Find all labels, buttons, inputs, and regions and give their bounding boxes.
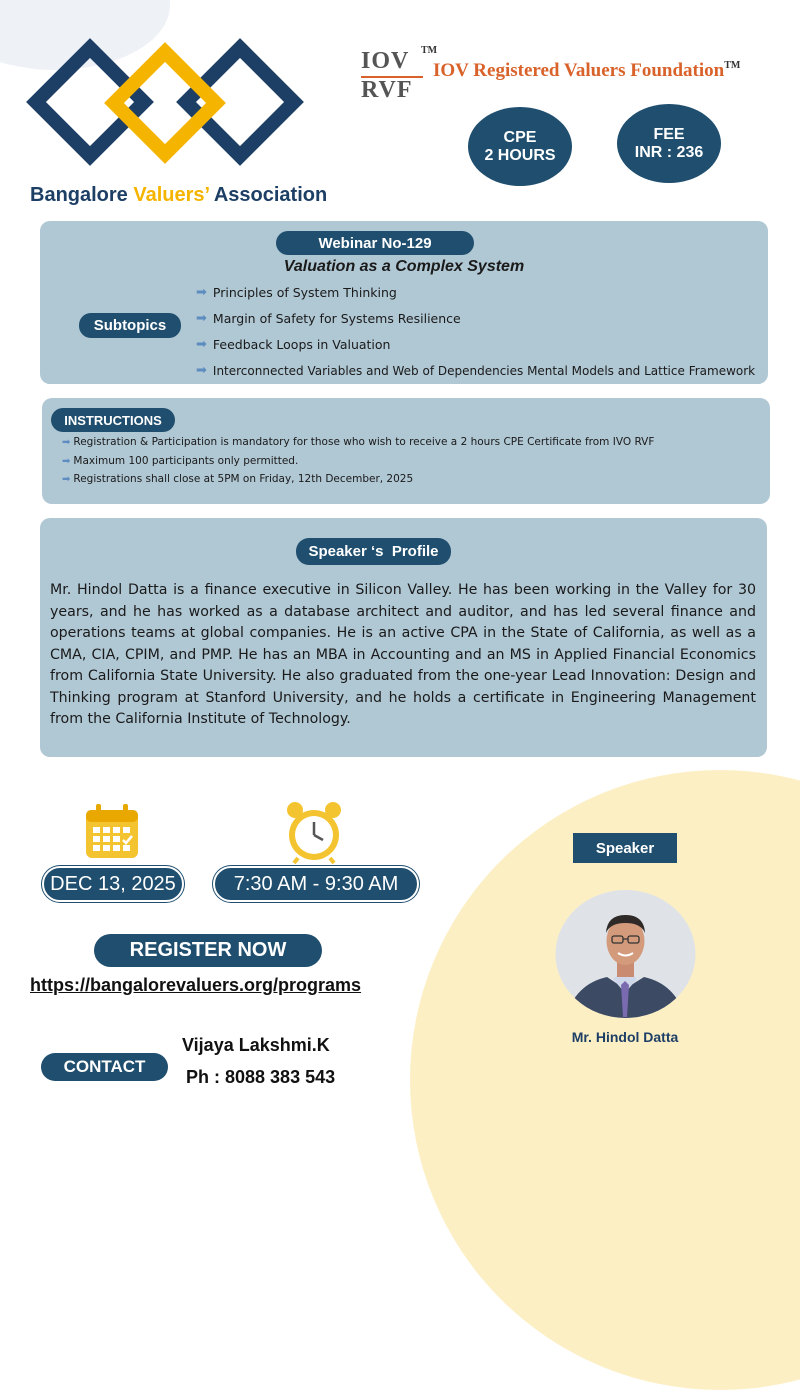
register-now-button[interactable]: REGISTER NOW: [94, 934, 322, 967]
instruction-text: Maximum 100 participants only permitted.: [73, 455, 299, 467]
event-time: 7:30 AM - 9:30 AM: [213, 866, 419, 902]
iov-rvf-logo: [361, 45, 438, 104]
association-logo: [20, 30, 320, 180]
trademark-mark-2: TM: [724, 60, 741, 71]
alarm-clock-icon: [283, 800, 345, 864]
subtopic-item: [196, 337, 390, 352]
association-name-part2: Valuers’: [133, 184, 209, 206]
arrow-icon: ➡: [196, 311, 207, 326]
speaker-bio: Mr. Hindol Datta is a finance executive in Silicon Valley. He has been working in the Valley for 30 years, and he has worked as a database architect and auditor, and has led several finance and operations teams at global companies. He is an active CPA in the State of California, as well as a CMA, CIA, CPIM, and PMP. He has an MBA in Accounting and an MS in Applied Financial Economics from California State University. He also graduated from the one-year Lead Innovation: Design and Thinking program at Stanford University, and he holds a certificate in Engineering Management from the California Institute of Technology.: [50, 582, 756, 727]
subtopic-text: Margin of Safety for Systems Resilience: [212, 311, 461, 326]
cpe-label: CPE: [503, 128, 537, 146]
subtopic-item: [196, 311, 461, 326]
webinar-title: Valuation as a Complex System: [283, 258, 525, 275]
foundation-title-text: IOV Registered Valuers Foundation: [433, 60, 725, 81]
speaker-name: Mr. Hindol Datta: [571, 1029, 679, 1045]
contact-label: CONTACT: [41, 1053, 168, 1081]
instructions-label: INSTRUCTIONS: [51, 408, 175, 432]
subtopic-text: Principles of System Thinking: [212, 285, 397, 300]
subtopic-item: [196, 363, 755, 378]
instruction-item: [62, 455, 298, 467]
subtopic-item: [196, 285, 397, 300]
arrow-icon: ➡: [196, 363, 207, 378]
trademark-mark: TM: [421, 45, 438, 56]
contact-name: Vijaya Lakshmi.K: [182, 1035, 330, 1055]
webinar-number: Webinar No-129: [276, 231, 474, 255]
association-name: [30, 184, 327, 207]
contact-phone[interactable]: Ph : 8088 383 543: [186, 1067, 336, 1087]
speaker-label: Speaker: [573, 833, 677, 863]
arrow-icon: ➡: [62, 473, 71, 485]
speaker-photo: [555, 889, 696, 1019]
calendar-icon: [82, 802, 142, 862]
fee-label: FEE: [653, 125, 685, 143]
instruction-item: [62, 473, 413, 485]
iov-logo-bottom: RVF: [361, 77, 413, 103]
association-name-part1: Bangalore: [30, 184, 128, 206]
background-circle: [410, 770, 800, 1390]
arrow-icon: ➡: [196, 337, 207, 352]
cpe-badge: [468, 107, 572, 186]
cpe-value: 2 HOURS: [484, 146, 556, 164]
fee-badge: [617, 104, 721, 183]
fee-value: INR : 236: [634, 143, 704, 161]
profile-label: Speaker ‘s Profile: [296, 538, 451, 565]
subtopics-label: Subtopics: [79, 313, 181, 338]
arrow-icon: ➡: [196, 285, 207, 300]
arrow-icon: ➡: [62, 436, 71, 448]
instruction-item: [62, 436, 654, 448]
arrow-icon: ➡: [62, 455, 71, 467]
event-date: DEC 13, 2025: [42, 866, 184, 902]
foundation-title: [433, 60, 740, 82]
iov-logo-top: IOV: [361, 48, 410, 74]
register-link[interactable]: https://bangalorevaluers.org/programs: [30, 975, 362, 995]
instruction-text: Registration & Participation is mandatory for those who wish to receive a 2 hours CPE Certificate from IVO RVF: [73, 436, 655, 448]
subtopic-text: Interconnected Variables and Web of Dependencies Mental Models and Lattice Framework: [212, 363, 756, 378]
instruction-text: Registrations shall close at 5PM on Friday, 12th December, 2025: [73, 473, 414, 485]
association-name-part3: Association: [213, 184, 328, 206]
subtopic-text: Feedback Loops in Valuation: [212, 337, 391, 352]
